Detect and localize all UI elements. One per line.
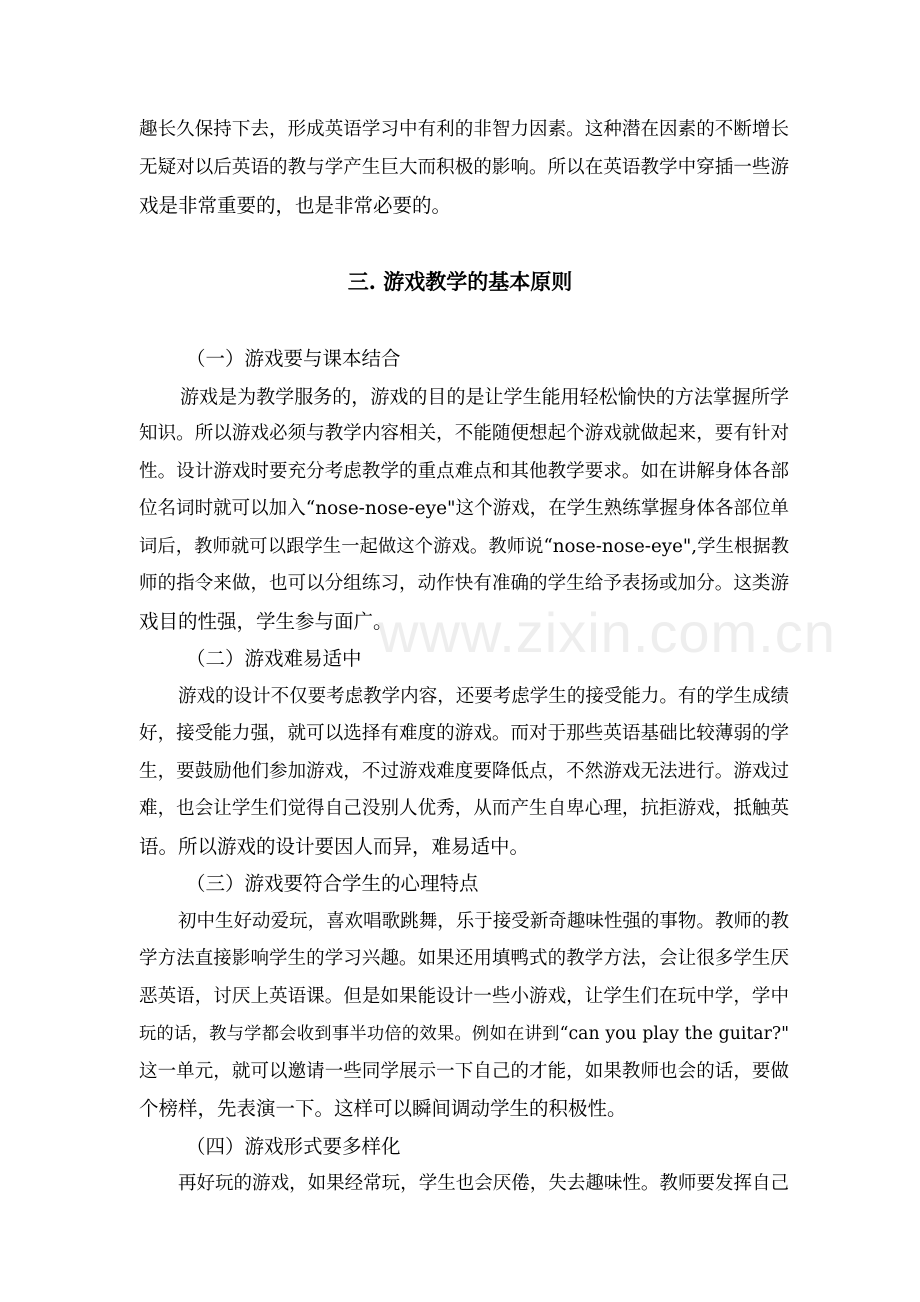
intro-line: 无疑对以后英语的教与学产生巨大而积极的影响。所以在英语教学中穿插一些游 bbox=[139, 157, 789, 178]
paragraph-line: 游戏的设计不仅要考虑教学内容，还要考虑学生的接受能力。有的学生成绩 bbox=[178, 686, 789, 707]
paragraph-line: 语。所以游戏的设计要因人而异，难易适中。 bbox=[139, 835, 530, 858]
intro-line: 趣长久保持下去，形成英语学习中有利的非智力因素。这种潜在因素的不断增长 bbox=[139, 119, 789, 140]
section-heading: 三. 游戏教学的基本原则 bbox=[347, 269, 573, 294]
paragraph-line: 游戏是为教学服务的，游戏的目的是让学生能用轻松愉快的方法掌握所学 bbox=[180, 386, 789, 408]
paragraph-line: 玩的话，教与学都会收到事半功倍的效果。例如在讲到“can you play the guitar?" bbox=[139, 1024, 789, 1044]
subsection-title: （一）游戏要与课本结合 bbox=[186, 347, 401, 370]
paragraph-line: 个榜样，先表演一下。这样可以瞬间调动学生的积极性。 bbox=[139, 1097, 627, 1120]
paragraph-line: 生，要鼓励他们参加游戏，不过游戏难度要降低点，不然游戏无法进行。游戏过 bbox=[139, 761, 789, 782]
paragraph-line: 难，也会让学生们觉得自己没别人优秀，从而产生自卑心理，抗拒游戏，抵触英 bbox=[139, 798, 789, 819]
intro-line: 戏是非常重要的，也是非常必要的。 bbox=[139, 194, 452, 217]
paragraph-line: 戏目的性强，学生参与面广。 bbox=[139, 610, 393, 633]
paragraph-line: 再好玩的游戏，如果经常玩，学生也会厌倦，失去趣味性。教师要发挥自己 bbox=[178, 1173, 789, 1194]
paragraph-line: 这一单元，就可以邀请一些同学展示一下自己的才能，如果教师也会的话，要做 bbox=[139, 1061, 789, 1082]
paragraph-line: 好，接受能力强，就可以选择有难度的游戏。而对于那些英语基础比较薄弱的学 bbox=[139, 723, 789, 744]
paragraph-line: 词后，教师就可以跟学生一起做这个游戏。教师说“nose-nose-eye",学生根据教 bbox=[139, 536, 789, 557]
paragraph-line: 位名词时就可以加入“nose-nose-eye"这个游戏，在学生熟练掌握身体各部位单 bbox=[139, 498, 789, 519]
subsection-title: （二）游戏难易适中 bbox=[186, 647, 362, 670]
paragraph-line: 学方法直接影响学生的学习兴趣。如果还用填鸭式的教学方法，会让很多学生厌 bbox=[139, 948, 789, 969]
subsection-title: （三）游戏要符合学生的心理特点 bbox=[186, 872, 479, 895]
subsection-title: （四）游戏形式要多样化 bbox=[186, 1135, 401, 1158]
watermark-text: www.zixin.com.cn bbox=[378, 601, 836, 664]
paragraph-line: 师的指令来做，也可以分组练习，动作快有准确的学生给予表扬或加分。这类游 bbox=[139, 573, 789, 594]
paragraph-line: 初中生好动爱玩，喜欢唱歌跳舞，乐于接受新奇趣味性强的事物。教师的教 bbox=[178, 911, 789, 932]
paragraph-line: 恶英语，讨厌上英语课。但是如果能设计一些小游戏，让学生们在玩中学，学中 bbox=[139, 986, 789, 1007]
paragraph-line: 性。设计游戏时要充分考虑教学的重点难点和其他教学要求。如在讲解身体各部 bbox=[139, 461, 789, 482]
paragraph-line: 知识。所以游戏必须与教学内容相关，不能随便想起个游戏就做起来，要有针对 bbox=[139, 423, 789, 444]
